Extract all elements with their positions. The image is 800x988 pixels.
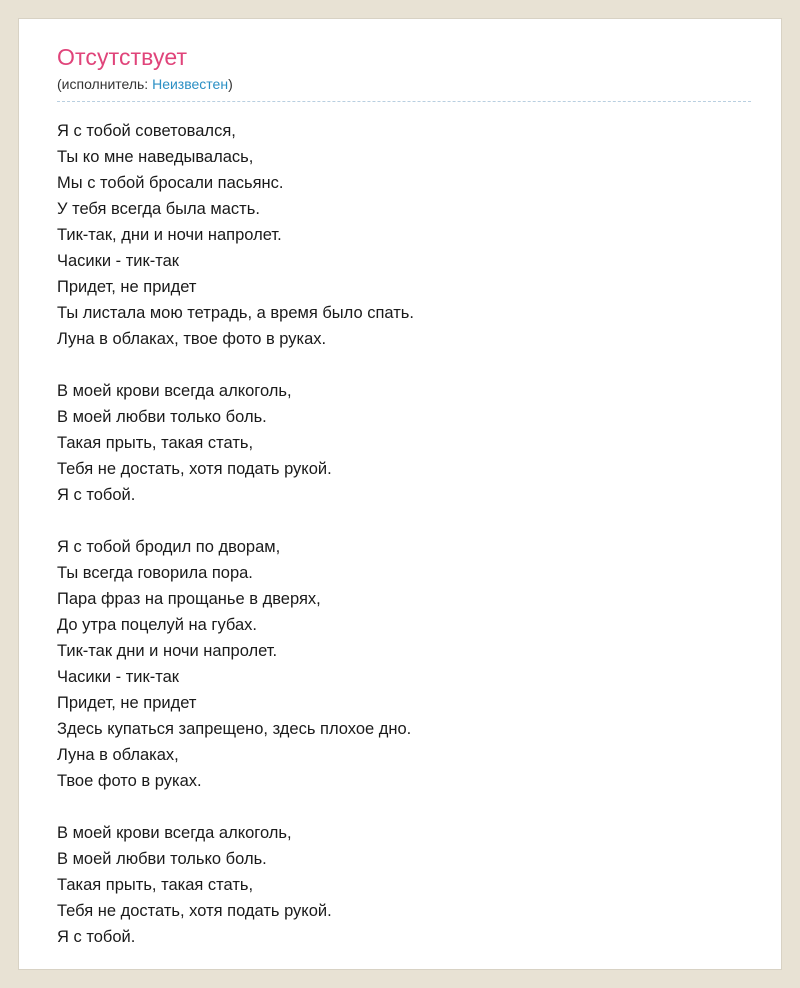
lyrics-line: Ты всегда говорила пора. bbox=[57, 564, 253, 583]
lyrics-line: У тебя всегда была масть. bbox=[57, 200, 260, 219]
lyrics-line: Придет, не придет bbox=[57, 694, 197, 713]
lyrics-line: Я с тобой. bbox=[57, 486, 136, 505]
lyrics-line: Я с тобой бродил по дворам, bbox=[57, 538, 281, 557]
lyrics-line: В моей крови всегда алкоголь, bbox=[57, 824, 292, 843]
lyrics-line: Тик-так дни и ночи напролет. bbox=[57, 642, 278, 661]
artist-link[interactable]: Неизвестен bbox=[152, 76, 229, 93]
lyrics-stanza bbox=[57, 378, 751, 508]
lyrics-line: Придет, не придет bbox=[57, 278, 197, 297]
lyrics-line: Здесь купаться запрещено, здесь плохое дно. bbox=[57, 720, 412, 739]
artist-prefix-label: (исполнитель: bbox=[57, 76, 153, 93]
lyrics-line: Луна в облаках, bbox=[57, 746, 179, 765]
lyrics-line: Мы с тобой бросали пасьянс. bbox=[57, 174, 284, 193]
lyrics-stanza bbox=[57, 118, 751, 352]
lyrics-line: Пара фраз на прощанье в дверях, bbox=[57, 590, 321, 609]
lyrics-line: В моей любви только боль. bbox=[57, 850, 267, 869]
content-area bbox=[19, 19, 781, 950]
lyrics-stanza bbox=[57, 820, 751, 950]
lyrics-line: Часики - тик-так bbox=[57, 252, 179, 271]
lyrics-line: Я с тобой. bbox=[57, 928, 136, 947]
lyrics-line: Тебя не достать, хотя подать рукой. bbox=[57, 460, 332, 479]
lyrics-line: В моей любви только боль. bbox=[57, 408, 267, 427]
lyrics-line: До утра поцелуй на губах. bbox=[57, 616, 257, 635]
lyrics-line: Ты листала мою тетрадь, а время было спать. bbox=[57, 304, 414, 323]
lyrics-line: Я с тобой советовался, bbox=[57, 122, 236, 141]
lyrics-line: Тебя не достать, хотя подать рукой. bbox=[57, 902, 332, 921]
lyrics-line: Такая прыть, такая стать, bbox=[57, 876, 254, 895]
artist-suffix-label: ) bbox=[228, 76, 233, 93]
lyrics-body bbox=[57, 118, 751, 950]
lyrics-line: В моей крови всегда алкоголь, bbox=[57, 382, 292, 401]
lyrics-line: Тик-так, дни и ночи напролет. bbox=[57, 226, 282, 245]
lyrics-line: Луна в облаках, твое фото в руках. bbox=[57, 330, 327, 349]
page-title: Отсутствует bbox=[57, 44, 188, 70]
lyrics-line: Такая прыть, такая стать, bbox=[57, 434, 254, 453]
lyrics-line: Часики - тик-так bbox=[57, 668, 179, 687]
lyrics-line: Твое фото в руках. bbox=[57, 772, 202, 791]
artist-line bbox=[57, 76, 751, 102]
lyrics-stanza bbox=[57, 534, 751, 794]
lyrics-line: Ты ко мне наведывалась, bbox=[57, 148, 254, 167]
lyrics-sheet bbox=[18, 18, 782, 970]
